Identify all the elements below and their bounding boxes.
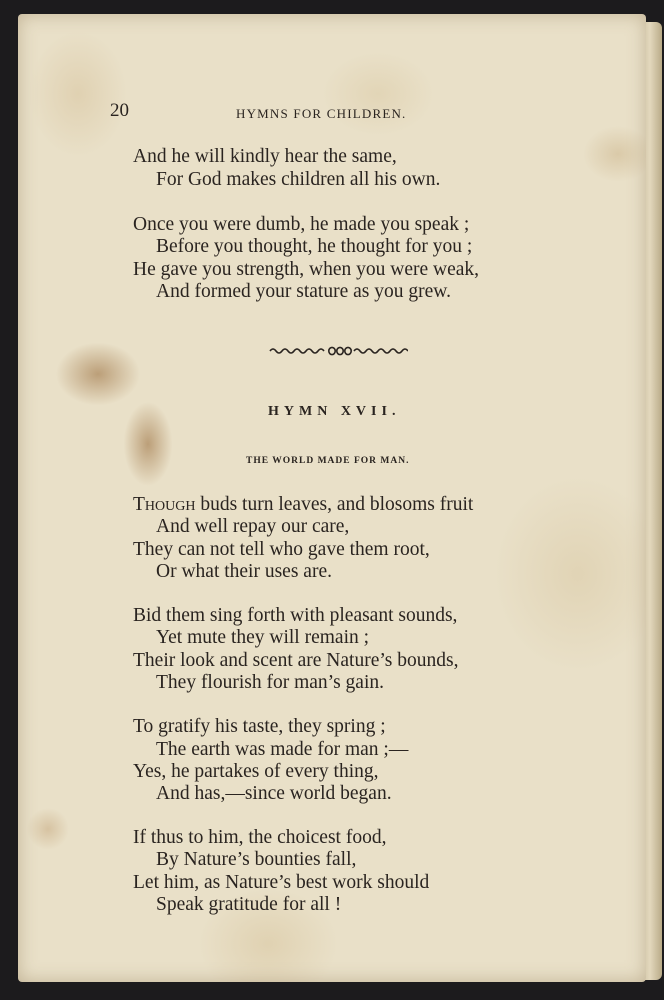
hymn-title: THE WORLD MADE FOR MAN. bbox=[246, 456, 410, 466]
verse-line: If thus to him, the choicest food, bbox=[133, 827, 387, 848]
verse-line: Bid them sing forth with pleasant sounds, bbox=[133, 605, 458, 626]
verse-line: To gratify his taste, they spring ; bbox=[133, 716, 386, 737]
hymn-number: HYMN XVII. bbox=[268, 404, 401, 419]
verse-line: By Nature’s bounties fall, bbox=[156, 849, 357, 870]
verse-line: Let him, as Nature’s best work should bbox=[133, 872, 430, 893]
verse-line: Once you were dumb, he made you speak ; bbox=[133, 214, 470, 235]
verse-line: They can not tell who gave them root, bbox=[133, 539, 430, 560]
verse-line: Yes, he partakes of every thing, bbox=[133, 761, 379, 782]
verse-line: They flourish for man’s gain. bbox=[156, 672, 384, 693]
first-line-rest: buds turn leaves, and blosoms fruit bbox=[195, 494, 474, 515]
verse-line: Their look and scent are Nature’s bounds, bbox=[133, 650, 459, 671]
verse-line-first bbox=[133, 494, 473, 516]
verse-line: And has,—since world began. bbox=[156, 783, 392, 804]
first-word: Though bbox=[133, 494, 196, 515]
verse-line: Speak gratitude for all ! bbox=[156, 894, 342, 915]
verse-line: He gave you strength, when you were weak, bbox=[133, 259, 480, 280]
verse-line: And formed your stature as you grew. bbox=[156, 281, 451, 302]
verse-line: Before you thought, he thought for you ; bbox=[156, 236, 473, 257]
verse-line: The earth was made for man ;— bbox=[156, 739, 409, 760]
verse-line: And he will kindly hear the same, bbox=[133, 146, 397, 167]
verse-line: Yet mute they will remain ; bbox=[156, 627, 370, 648]
verse-line: Or what their uses are. bbox=[156, 561, 332, 582]
page-number: 20 bbox=[110, 100, 129, 121]
verse-line: And well repay our care, bbox=[156, 516, 350, 537]
verse-line: For God makes children all his own. bbox=[156, 169, 441, 190]
running-head: HYMNS FOR CHILDREN. bbox=[236, 106, 407, 121]
ornament-divider bbox=[268, 343, 408, 359]
